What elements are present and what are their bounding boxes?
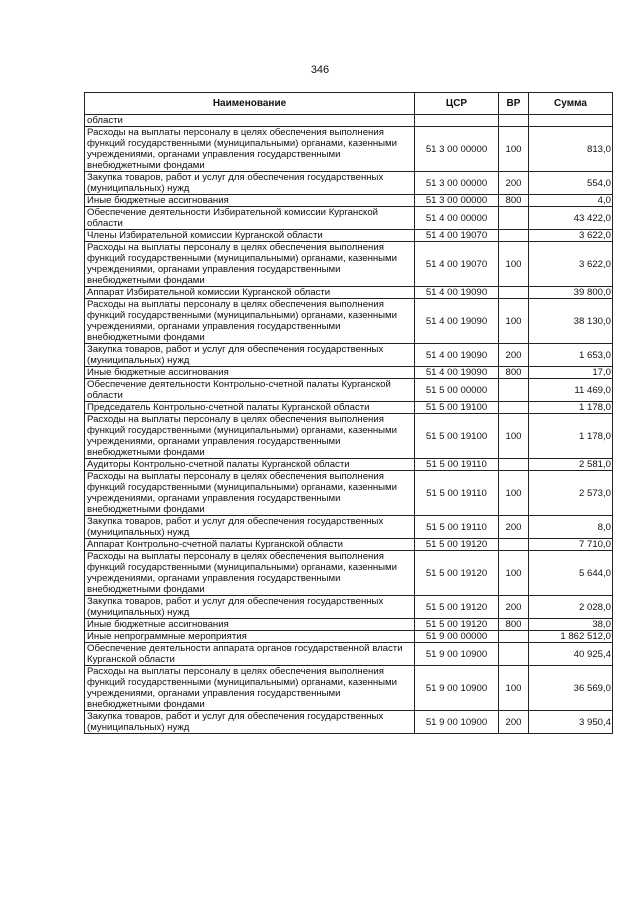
cell-name: Аппарат Избирательной комиссии Курганской области <box>85 287 415 299</box>
cell-name: Расходы на выплаты персоналу в целях обеспечения выполнения функций государственными (муниципальными) органами, казенными учреждениями, органами управления государственными внебюджетными фондами <box>85 666 415 711</box>
column-header-sum: Сумма <box>529 93 613 115</box>
table-row <box>85 115 613 127</box>
cell-name: Аудиторы Контрольно-счетной палаты Курганской области <box>85 459 415 471</box>
table-row <box>85 471 613 516</box>
cell-vr: 800 <box>499 367 529 379</box>
cell-sum: 1 653,0 <box>529 344 613 367</box>
cell-csr: 51 5 00 19100 <box>415 414 499 459</box>
cell-csr: 51 4 00 19070 <box>415 230 499 242</box>
cell-sum: 39 800,0 <box>529 287 613 299</box>
cell-vr <box>499 207 529 230</box>
table-row <box>85 344 613 367</box>
cell-sum: 3 622,0 <box>529 242 613 287</box>
cell-sum: 3 622,0 <box>529 230 613 242</box>
cell-sum: 1 178,0 <box>529 414 613 459</box>
cell-name: Закупка товаров, работ и услуг для обеспечения государственных (муниципальных) нужд <box>85 172 415 195</box>
cell-name: Закупка товаров, работ и услуг для обеспечения государственных (муниципальных) нужд <box>85 596 415 619</box>
cell-name: Расходы на выплаты персоналу в целях обеспечения выполнения функций государственными (муниципальными) органами, казенными учреждениями, органами управления государственными внебюджетными фондами <box>85 242 415 287</box>
cell-csr: 51 3 00 00000 <box>415 127 499 172</box>
cell-sum: 43 422,0 <box>529 207 613 230</box>
cell-name: Председатель Контрольно-счетной палаты Курганской области <box>85 402 415 414</box>
cell-csr: 51 5 00 19100 <box>415 402 499 414</box>
cell-vr: 200 <box>499 344 529 367</box>
cell-csr: 51 4 00 19090 <box>415 367 499 379</box>
cell-csr: 51 9 00 10900 <box>415 643 499 666</box>
table-row <box>85 195 613 207</box>
cell-csr: 51 5 00 19120 <box>415 619 499 631</box>
table-row <box>85 414 613 459</box>
table-row <box>85 367 613 379</box>
cell-name: Закупка товаров, работ и услуг для обеспечения государственных (муниципальных) нужд <box>85 344 415 367</box>
cell-sum: 38,0 <box>529 619 613 631</box>
cell-vr: 100 <box>499 242 529 287</box>
cell-vr: 200 <box>499 596 529 619</box>
cell-sum: 2 028,0 <box>529 596 613 619</box>
cell-name: области <box>85 115 415 127</box>
cell-vr <box>499 643 529 666</box>
cell-vr: 100 <box>499 471 529 516</box>
cell-vr: 100 <box>499 127 529 172</box>
table-row <box>85 551 613 596</box>
cell-vr: 200 <box>499 172 529 195</box>
cell-csr: 51 3 00 00000 <box>415 195 499 207</box>
cell-name: Иные бюджетные ассигнования <box>85 195 415 207</box>
cell-vr <box>499 539 529 551</box>
table-body <box>85 115 613 734</box>
table-row <box>85 127 613 172</box>
column-header-vr: ВР <box>499 93 529 115</box>
cell-sum: 2 581,0 <box>529 459 613 471</box>
table-row <box>85 643 613 666</box>
cell-sum: 5 644,0 <box>529 551 613 596</box>
cell-sum: 11 469,0 <box>529 379 613 402</box>
cell-sum: 2 573,0 <box>529 471 613 516</box>
cell-vr <box>499 287 529 299</box>
table-row <box>85 402 613 414</box>
cell-vr <box>499 379 529 402</box>
cell-sum: 4,0 <box>529 195 613 207</box>
cell-vr <box>499 230 529 242</box>
cell-csr: 51 5 00 19120 <box>415 539 499 551</box>
table-row <box>85 539 613 551</box>
cell-csr: 51 5 00 19120 <box>415 551 499 596</box>
cell-sum: 38 130,0 <box>529 299 613 344</box>
cell-sum: 813,0 <box>529 127 613 172</box>
table-row <box>85 711 613 734</box>
cell-vr: 100 <box>499 666 529 711</box>
table-row <box>85 459 613 471</box>
table-row <box>85 631 613 643</box>
cell-sum: 3 950,4 <box>529 711 613 734</box>
cell-name: Закупка товаров, работ и услуг для обеспечения государственных (муниципальных) нужд <box>85 711 415 734</box>
cell-name: Члены Избирательной комиссии Курганской области <box>85 230 415 242</box>
cell-name: Расходы на выплаты персоналу в целях обеспечения выполнения функций государственными (муниципальными) органами, казенными учреждениями, органами управления государственными внебюджетными фондами <box>85 414 415 459</box>
cell-name: Аппарат Контрольно-счетной палаты Курганской области <box>85 539 415 551</box>
cell-name: Расходы на выплаты персоналу в целях обеспечения выполнения функций государственными (муниципальными) органами, казенными учреждениями, органами управления государственными внебюджетными фондами <box>85 551 415 596</box>
cell-name: Иные бюджетные ассигнования <box>85 367 415 379</box>
cell-csr: 51 9 00 00000 <box>415 631 499 643</box>
cell-csr: 51 5 00 19110 <box>415 471 499 516</box>
cell-vr: 100 <box>499 414 529 459</box>
table-row <box>85 379 613 402</box>
cell-name: Иные бюджетные ассигнования <box>85 619 415 631</box>
cell-sum: 554,0 <box>529 172 613 195</box>
cell-vr: 100 <box>499 299 529 344</box>
cell-name: Расходы на выплаты персоналу в целях обеспечения выполнения функций государственными (муниципальными) органами, казенными учреждениями, органами управления государственными внебюджетными фондами <box>85 299 415 344</box>
cell-name: Обеспечение деятельности аппарата органов государственной власти Курганской области <box>85 643 415 666</box>
cell-vr: 100 <box>499 551 529 596</box>
cell-sum: 36 569,0 <box>529 666 613 711</box>
cell-csr: 51 5 00 19120 <box>415 596 499 619</box>
cell-sum: 1 862 512,0 <box>529 631 613 643</box>
budget-table <box>84 92 613 734</box>
cell-csr: 51 5 00 19110 <box>415 516 499 539</box>
cell-vr: 800 <box>499 195 529 207</box>
cell-csr: 51 5 00 19110 <box>415 459 499 471</box>
table-row <box>85 299 613 344</box>
table-row <box>85 242 613 287</box>
cell-vr: 800 <box>499 619 529 631</box>
table-header-row <box>85 93 613 115</box>
table-row <box>85 666 613 711</box>
table-row <box>85 516 613 539</box>
table-row <box>85 172 613 195</box>
table-row <box>85 207 613 230</box>
cell-name: Обеспечение деятельности Контрольно-счетной палаты Курганской области <box>85 379 415 402</box>
table-row <box>85 287 613 299</box>
cell-csr: 51 5 00 00000 <box>415 379 499 402</box>
column-header-name: Наименование <box>85 93 415 115</box>
cell-name: Обеспечение деятельности Избирательной комиссии Курганской области <box>85 207 415 230</box>
cell-vr <box>499 631 529 643</box>
cell-sum: 7 710,0 <box>529 539 613 551</box>
cell-vr <box>499 459 529 471</box>
cell-sum: 8,0 <box>529 516 613 539</box>
cell-sum: 17,0 <box>529 367 613 379</box>
cell-sum: 1 178,0 <box>529 402 613 414</box>
cell-name: Расходы на выплаты персоналу в целях обеспечения выполнения функций государственными (муниципальными) органами, казенными учреждениями, органами управления государственными внебюджетными фондами <box>85 471 415 516</box>
cell-vr: 200 <box>499 711 529 734</box>
cell-csr: 51 4 00 19090 <box>415 299 499 344</box>
page-number: 346 <box>310 64 330 76</box>
cell-vr <box>499 115 529 127</box>
cell-csr: 51 4 00 19090 <box>415 287 499 299</box>
cell-csr: 51 4 00 00000 <box>415 207 499 230</box>
cell-name: Иные непрограммные мероприятия <box>85 631 415 643</box>
cell-csr: 51 9 00 10900 <box>415 711 499 734</box>
cell-sum: 40 925,4 <box>529 643 613 666</box>
cell-csr: 51 4 00 19090 <box>415 344 499 367</box>
cell-vr: 200 <box>499 516 529 539</box>
column-header-csr: ЦСР <box>415 93 499 115</box>
table-row <box>85 596 613 619</box>
table-row <box>85 230 613 242</box>
cell-sum <box>529 115 613 127</box>
cell-name: Расходы на выплаты персоналу в целях обеспечения выполнения функций государственными (муниципальными) органами, казенными учреждениями, органами управления государственными внебюджетными фондами <box>85 127 415 172</box>
cell-vr <box>499 402 529 414</box>
cell-csr: 51 3 00 00000 <box>415 172 499 195</box>
table-row <box>85 619 613 631</box>
cell-csr <box>415 115 499 127</box>
cell-csr: 51 9 00 10900 <box>415 666 499 711</box>
cell-csr: 51 4 00 19070 <box>415 242 499 287</box>
cell-name: Закупка товаров, работ и услуг для обеспечения государственных (муниципальных) нужд <box>85 516 415 539</box>
